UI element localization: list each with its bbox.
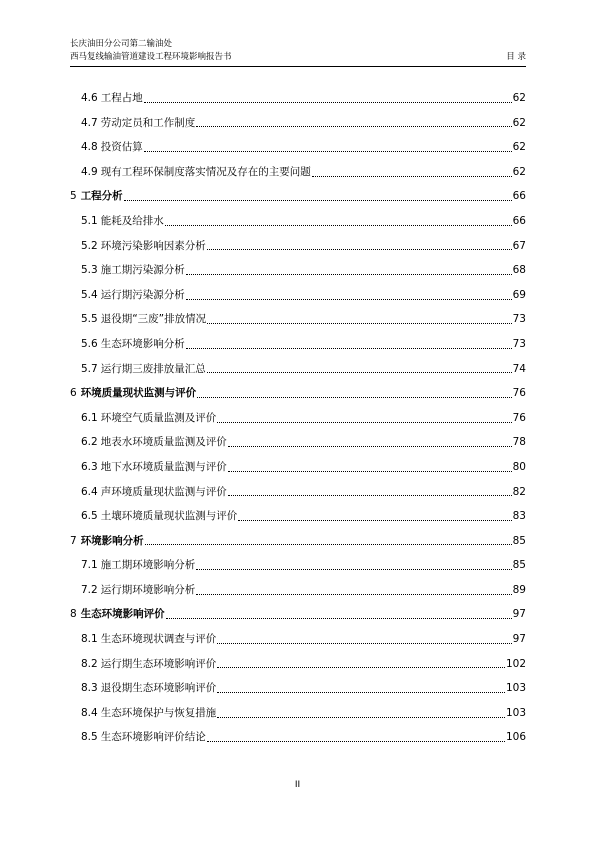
toc-entry-number: 8.3: [81, 682, 98, 695]
toc-dot-leader: [217, 643, 511, 644]
toc-entry-page: 68: [512, 264, 526, 277]
toc-entry-title: 生态环境保护与恢复措施: [100, 706, 217, 719]
toc-dot-leader: [196, 594, 511, 595]
toc-entry-title: 工程分析: [80, 190, 123, 203]
toc-entry-number: 7.2: [81, 583, 98, 596]
toc-entry-page: 62: [512, 116, 526, 129]
toc-entry-page: 62: [512, 141, 526, 154]
toc-entry-title: 环境影响分析: [80, 534, 144, 547]
toc-entry-number: 8: [70, 608, 77, 621]
toc-section-entry[interactable]: [70, 578, 526, 603]
toc-entry-number: 7.1: [81, 559, 98, 572]
toc-section-entry[interactable]: [70, 283, 526, 308]
toc-dot-leader: [228, 446, 512, 447]
toc-chapter-entry[interactable]: [70, 602, 526, 627]
toc-entry-page: 67: [512, 239, 526, 252]
toc-dot-leader: [217, 717, 505, 718]
toc-entry-number: 8.4: [81, 706, 98, 719]
toc-entry-page: 97: [512, 608, 526, 621]
toc-entry-number: 4.6: [81, 92, 98, 104]
toc-chapter-entry[interactable]: [70, 529, 526, 554]
toc-entry-title: 现有工程环保制度落实情况及存在的主要问题: [100, 165, 311, 178]
toc-section-entry[interactable]: [70, 160, 526, 185]
toc-dot-leader: [217, 667, 505, 668]
toc-entry-page: 85: [512, 559, 526, 572]
header-divider: [70, 66, 526, 67]
toc-entry-page: 78: [512, 436, 526, 449]
toc-dot-leader: [228, 495, 512, 496]
page-number: II: [294, 780, 301, 790]
header-line-2: [70, 51, 526, 64]
toc-dot-leader: [217, 422, 511, 423]
toc-entry-title: 施工期环境影响分析: [100, 559, 196, 572]
toc-entry-title: 声环境质量现状监测与评价: [100, 485, 227, 498]
toc-entry-title: 生态环境影响评价结论: [100, 731, 206, 744]
toc-entry-number: 6.5: [81, 510, 98, 523]
toc-entry-number: 5.2: [81, 239, 98, 252]
toc-entry-page: 74: [512, 362, 526, 375]
toc-section-entry[interactable]: [70, 332, 526, 357]
company-name: 长庆油田分公司第二输油处: [70, 39, 173, 49]
toc-section-entry[interactable]: [70, 135, 526, 160]
toc-dot-leader: [196, 126, 511, 127]
toc-entry-page: 83: [512, 510, 526, 523]
toc-entry-title: 地表水环境质量监测及评价: [100, 436, 227, 449]
toc-entry-title: 能耗及给排水: [100, 214, 164, 227]
toc-dot-leader: [186, 299, 512, 300]
toc-entry-page: 76: [512, 387, 526, 400]
toc-entry-number: 5.1: [81, 214, 98, 227]
toc-entry-page: 69: [512, 288, 526, 301]
toc-dot-leader: [186, 274, 512, 275]
toc-entry-number: 5.7: [81, 362, 98, 375]
toc-entry-title: 劳动定员和工作制度: [100, 116, 196, 129]
toc-dot-leader: [144, 102, 512, 103]
toc-entry-page: 102: [505, 657, 526, 670]
toc-entry-number: 8.5: [81, 731, 98, 744]
toc-entry-page: 66: [512, 214, 526, 227]
toc-dot-leader: [207, 323, 512, 324]
page-header: [70, 38, 526, 64]
toc-entry-title: 地下水环境质量监测与评价: [100, 460, 227, 473]
toc-entry-number: 4.7: [81, 116, 98, 129]
toc-entry-page: 82: [512, 485, 526, 498]
toc-entry-page: 103: [505, 682, 526, 695]
toc-section-entry[interactable]: [70, 209, 526, 234]
toc-section-entry[interactable]: [70, 480, 526, 505]
report-title: 西马复线输油管道建设工程环境影响报告书: [70, 52, 232, 62]
toc-entry-page: 66: [512, 190, 526, 203]
toc-entry-number: 5.6: [81, 337, 98, 350]
page-footer: [0, 780, 595, 790]
toc-entry-page: 62: [512, 165, 526, 178]
toc-entry-title: 施工期污染源分析: [100, 264, 185, 277]
toc-entry-title: 环境污染影响因素分析: [100, 239, 206, 252]
toc-chapter-entry[interactable]: [70, 381, 526, 406]
toc-entry-number: 5.4: [81, 288, 98, 301]
toc-entry-title: 生态环境现状调查与评价: [100, 633, 217, 646]
toc-dot-leader: [228, 471, 512, 472]
toc-dot-leader: [207, 372, 512, 373]
toc-entry-page: 73: [512, 337, 526, 350]
toc-dot-leader: [207, 741, 505, 742]
section-title: 目 录: [506, 52, 526, 62]
toc-dot-leader: [197, 397, 511, 398]
toc-entry-number: 5.5: [81, 313, 98, 326]
toc-dot-leader: [166, 618, 512, 619]
toc-section-entry[interactable]: [70, 553, 526, 578]
toc-entry-page: 85: [512, 534, 526, 547]
toc-chapter-entry[interactable]: [70, 184, 526, 209]
toc-entry-number: 8.1: [81, 633, 98, 646]
toc-entry-title: 运行期环境影响分析: [100, 583, 196, 596]
toc-entry-page: 89: [512, 583, 526, 596]
table-of-contents: [70, 86, 526, 750]
toc-entry-number: 6.1: [81, 411, 98, 424]
toc-dot-leader: [165, 225, 512, 226]
toc-section-entry[interactable]: [70, 406, 526, 431]
toc-entry-title: 工程占地: [100, 92, 143, 104]
toc-section-entry[interactable]: [70, 86, 526, 111]
toc-entry-page: 97: [512, 633, 526, 646]
toc-entry-number: 6.2: [81, 436, 98, 449]
toc-section-entry[interactable]: [70, 504, 526, 529]
toc-dot-leader: [207, 249, 512, 250]
toc-entry-title: 环境质量现状监测与评价: [80, 387, 197, 400]
toc-dot-leader: [196, 569, 511, 570]
toc-entry-number: 8.2: [81, 657, 98, 670]
toc-entry-title: 退役期“三废”排放情况: [100, 313, 207, 326]
toc-dot-leader: [238, 520, 511, 521]
toc-entry-page: 62: [512, 92, 526, 104]
toc-section-entry[interactable]: [70, 357, 526, 382]
toc-dot-leader: [144, 151, 512, 152]
toc-entry-title: 土壤环境质量现状监测与评价: [100, 510, 238, 523]
toc-entry-page: 103: [505, 706, 526, 719]
toc-dot-leader: [217, 692, 505, 693]
toc-entry-number: 5.3: [81, 264, 98, 277]
toc-entry-page: 76: [512, 411, 526, 424]
toc-dot-leader: [312, 176, 512, 177]
toc-entry-title: 投资估算: [100, 141, 143, 154]
toc-section-entry[interactable]: [70, 701, 526, 726]
toc-entry-title: 运行期污染源分析: [100, 288, 185, 301]
toc-section-entry[interactable]: [70, 627, 526, 652]
toc-entry-title: 环境空气质量监测及评价: [100, 411, 217, 424]
toc-section-entry[interactable]: [70, 455, 526, 480]
toc-entry-number: 6.4: [81, 485, 98, 498]
toc-entry-page: 73: [512, 313, 526, 326]
toc-section-entry[interactable]: [70, 234, 526, 259]
toc-dot-leader: [124, 200, 512, 201]
toc-entry-number: 6: [70, 387, 77, 400]
toc-entry-title: 生态环境影响分析: [100, 337, 185, 350]
toc-entry-title: 运行期三废排放量汇总: [100, 362, 206, 375]
toc-entry-title: 运行期生态环境影响评价: [100, 657, 217, 670]
toc-entry-page: 80: [512, 460, 526, 473]
toc-section-entry[interactable]: [70, 111, 526, 136]
toc-dot-leader: [145, 544, 512, 545]
toc-entry-number: 4.8: [81, 141, 98, 154]
toc-entry-number: 7: [70, 534, 77, 547]
toc-section-entry[interactable]: [70, 307, 526, 332]
toc-dot-leader: [186, 348, 512, 349]
toc-entry-title: 退役期生态环境影响评价: [100, 682, 217, 695]
toc-section-entry[interactable]: [70, 725, 526, 750]
toc-entry-number: 4.9: [81, 165, 98, 178]
toc-entry-number: 6.3: [81, 460, 98, 473]
toc-section-entry[interactable]: [70, 676, 526, 701]
toc-entry-title: 生态环境影响评价: [80, 608, 165, 621]
toc-section-entry[interactable]: [70, 258, 526, 283]
toc-section-entry[interactable]: [70, 652, 526, 677]
toc-section-entry[interactable]: [70, 430, 526, 455]
toc-entry-page: 106: [505, 731, 526, 744]
toc-entry-number: 5: [70, 190, 77, 203]
